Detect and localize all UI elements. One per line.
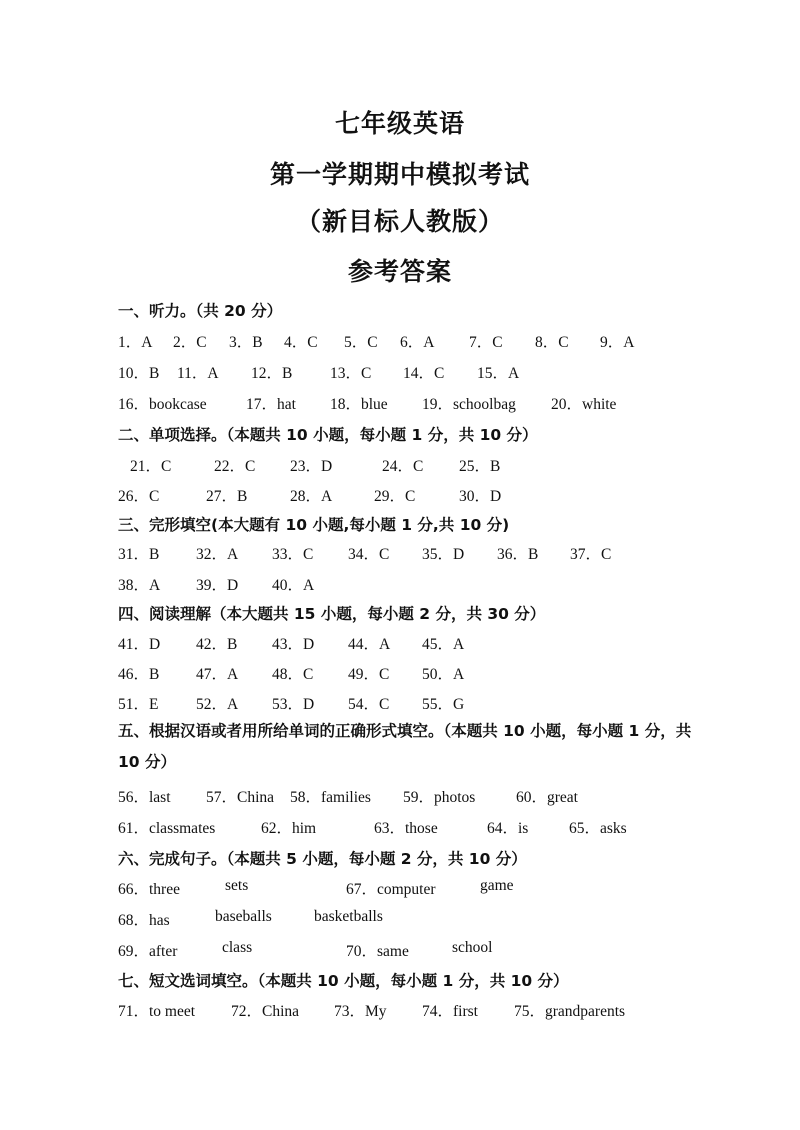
answer-item: 29．C [374,488,416,505]
answer-item: 52．A [196,696,239,713]
answer-item: 3．B [229,334,263,351]
answer-row [118,542,718,564]
answer-item: 59．photos [403,789,476,806]
answer-row [118,392,718,414]
answer-item: 42．B [196,636,238,653]
answer-item: 39．D [196,577,239,594]
answer-item: 1．A [118,334,153,351]
answer-item: 32．A [196,546,239,563]
answer-item: 75．grandparents [514,1003,626,1020]
answer-item: 30．D [459,488,502,505]
answer-item: 10．B [118,365,160,382]
answer-item: 24．C [382,458,424,475]
answer-item: 64．is [487,820,529,837]
answer-item: 50．A [422,666,465,683]
answer-item: 63．those [374,820,438,837]
answer-row [118,939,718,961]
answer-item: 31．B [118,546,160,563]
document-title: 七年级英语 [334,109,465,138]
edition-title: （新目标人教版） [295,207,504,236]
answer-item: 68．has [118,912,170,929]
answer-item: 74．first [422,1003,478,1020]
answer-row [118,999,718,1021]
answer-item: 60．great [516,789,578,806]
section-heading-word-forms: 五、根据汉语或者用所给单词的正确形式填空。（本题共 10 小题，每小题 1 分，共 10 分） [118,722,692,771]
answer-item: 9．A [600,334,635,351]
section-heading-cloze: 三、完形填空(本大题有 10 小题,每小题 1 分,共 10 分) [118,516,510,534]
answer-key-title: 参考答案 [347,257,452,286]
answer-item: 73．My [334,1003,387,1020]
section-heading-sentences: 六、完成句子。（本题共 5 小题，每小题 2 分，共 10 分） [118,850,527,868]
answer-item: 22．C [214,458,256,475]
answer-item: 70．same [346,943,409,960]
section-heading-reading: 四、阅读理解（本大题共 15 小题，每小题 2 分，共 30 分） [118,605,546,623]
answer-item: 71．to meet [118,1003,196,1020]
answer-item: 6．A [400,334,435,351]
answer-item: 14．C [403,365,445,382]
answer-item: 51．E [118,696,159,713]
answer-item: 23．D [290,458,333,475]
answer-item: 53．D [272,696,315,713]
answer-item: basketballs [314,908,383,925]
answer-item: 18．blue [330,396,388,413]
answer-item: 5．C [344,334,378,351]
answer-item: 12．B [251,365,293,382]
answer-item: 41．D [118,636,161,653]
answer-item: 16．bookcase [118,396,207,413]
answer-item: 57．China [206,789,275,806]
answer-item: 17．hat [246,396,296,413]
answer-item: 62．him [261,820,317,837]
answer-item: class [222,939,253,956]
answer-item: 45．A [422,636,465,653]
answer-item: 11．A [177,365,219,382]
answer-item: 36．B [497,546,539,563]
answer-item: 54．C [348,696,390,713]
section-heading-listening: 一、听力。（共 20 分） [118,302,283,320]
answer-row [118,454,718,476]
answer-item: 46．B [118,666,160,683]
answer-row [118,877,718,899]
answer-row [118,484,718,506]
answer-item: 55．G [422,696,465,713]
answer-row [118,692,718,714]
answer-item: 26．C [118,488,160,505]
section-heading-single-choice: 二、单项选择。（本题共 10 小题，每小题 1 分，共 10 分） [118,426,538,444]
answer-row [118,632,718,654]
answer-item: baseballs [215,908,272,925]
answer-item: 56．last [118,789,171,806]
answer-item: game [480,877,514,894]
answer-row [118,330,718,352]
answer-item: 34．C [348,546,390,563]
answer-item: 7．C [469,334,503,351]
answer-item: 58．families [290,789,371,806]
answer-item: school [452,939,493,956]
exam-title: 第一学期期中模拟考试 [269,160,530,189]
section-heading-word-selection: 七、短文选词填空。（本题共 10 小题，每小题 1 分，共 10 分） [118,972,569,990]
answer-item: 43．D [272,636,315,653]
answer-row [118,573,718,595]
answer-item: 35．D [422,546,465,563]
answer-item: 72．China [231,1003,300,1020]
answer-item: 33．C [272,546,314,563]
answer-item: 25．B [459,458,501,475]
answer-item: 28．A [290,488,333,505]
answer-item: 67．computer [346,881,436,898]
answer-item: 20．white [551,396,617,413]
answer-item: 2．C [173,334,207,351]
answer-row [118,361,718,383]
answer-item: 49．C [348,666,390,683]
answer-item: 61．classmates [118,820,216,837]
answer-item: 37．C [570,546,612,563]
answer-item: 48．C [272,666,314,683]
answer-item: 19．schoolbag [422,396,516,413]
answer-item: 8．C [535,334,569,351]
answer-item: 4．C [284,334,318,351]
answer-item: 13．C [330,365,372,382]
answer-item: 40．A [272,577,315,594]
answer-item: 27．B [206,488,248,505]
answer-item: 65．asks [569,820,627,837]
answer-row [118,785,718,807]
answer-item: 15．A [477,365,520,382]
answer-item: 47．A [196,666,239,683]
answer-row [118,908,718,930]
answer-item: 44．A [348,636,391,653]
answer-row [118,816,718,838]
answer-item: 69．after [118,943,178,960]
answer-item: 38．A [118,577,161,594]
answer-row [118,662,718,684]
answer-item: 66．three [118,881,180,898]
answer-item: sets [225,877,249,894]
answer-item: 21．C [130,458,172,475]
